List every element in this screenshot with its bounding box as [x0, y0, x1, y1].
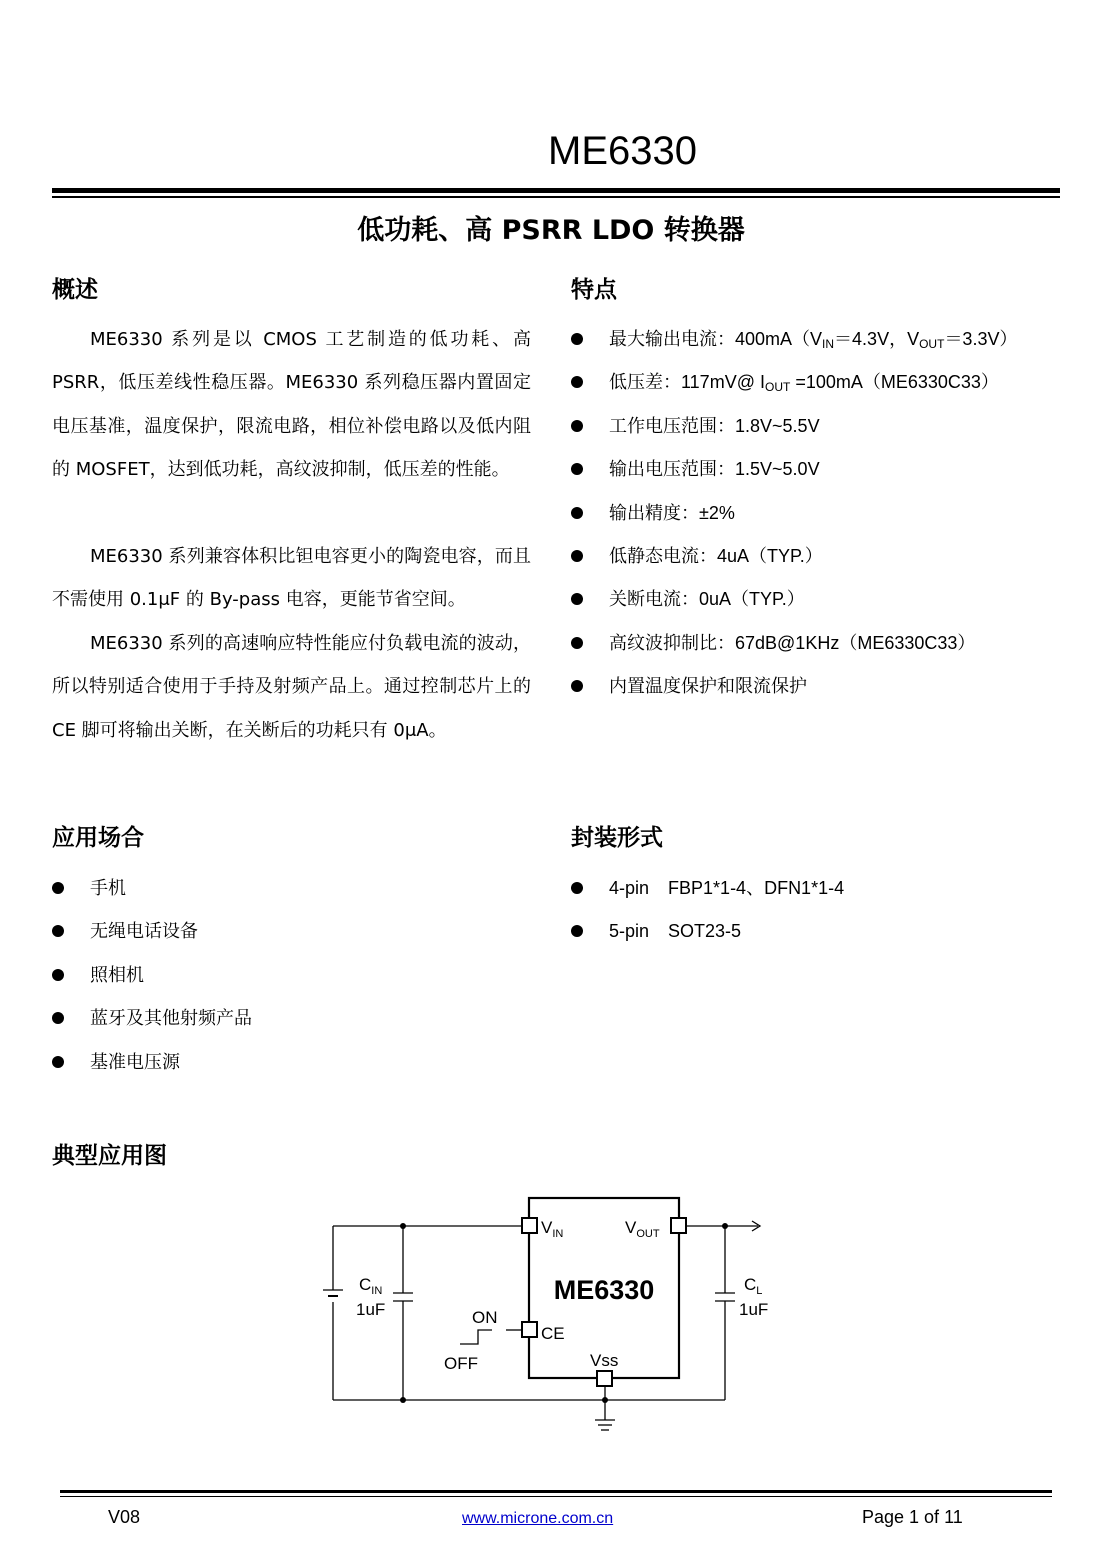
- cin-label: $C_{IN}$: [359, 1275, 383, 1297]
- overview-paragraph-2: ME6330 系列兼容体积比钽电容更小的陶瓷电容，而且不需使用 0.1μF 的 By-pass 电容，更能节省空间。: [52, 546, 531, 611]
- footer-rule-thick: [60, 1490, 1052, 1493]
- vout-label: $V_{OUT}$: [625, 1218, 660, 1240]
- feature-item: 低静态电流：4uA（TYP.）: [571, 535, 1071, 578]
- footer-rule-thin: [60, 1496, 1052, 1497]
- cl-label: $C_L$: [744, 1275, 763, 1297]
- feature-item: 最大输出电流：$400mA(V_{IN}=4.3V$，$V_{OUT}=3.3V$）: [571, 318, 1071, 361]
- application-item: 手机: [52, 867, 512, 910]
- footer-website-link[interactable]: www.microne.com.cn: [462, 1510, 614, 1527]
- ce-pin: [522, 1322, 537, 1337]
- ce-label: CE: [541, 1324, 565, 1343]
- feature-item: 输出精度：±2%: [571, 492, 1071, 535]
- feature-item: 关断电流：0uA（TYP.）: [571, 578, 1071, 621]
- junction-dot: [722, 1223, 728, 1229]
- cl-value: 1uF: [739, 1300, 769, 1319]
- vin-label: $V_{IN}$: [541, 1218, 564, 1240]
- feature-item: 高纹波抑制比：67dB@1KHz（ME6330C33）: [571, 622, 1071, 665]
- footer-page-number: Page 1 of 11: [862, 1507, 963, 1527]
- off-label: OFF: [444, 1354, 478, 1373]
- overview-paragraph-3: ME6330 系列的高速响应特性能应付负载电流的波动，所以特别适合使用于手持及射频产品上。通过控制芯片上的 CE 脚可将输出关断，在关断后的功耗只有 0μA。: [52, 633, 531, 741]
- application-item: 基准电压源: [52, 1041, 512, 1084]
- package-item: 5-pin SOT23-5: [571, 910, 1051, 953]
- junction-dot: [400, 1223, 406, 1229]
- on-label: ON: [472, 1308, 498, 1327]
- on-off-step-icon: [460, 1330, 492, 1344]
- application-item: 无绳电话设备: [52, 910, 512, 953]
- junction-dot: [602, 1397, 608, 1403]
- application-item: 蓝牙及其他射频产品: [52, 997, 512, 1040]
- overview-paragraph-1: ME6330 系列是以 CMOS 工艺制造的低功耗、高 PSRR，低压差线性稳压器。ME6330 系列稳压器内置固定电压基准，温度保护，限流电路，相位补偿电路以及低内阻的 MOSFET，达到低功耗，高纹波抑制，低压差的性能。: [52, 329, 531, 481]
- vss-label: Vss: [590, 1351, 619, 1370]
- vin-pin: [522, 1218, 537, 1233]
- features-heading: 特点: [571, 277, 617, 303]
- junction-dot: [400, 1397, 406, 1403]
- vss-pin: [597, 1371, 612, 1386]
- footer-version: V08: [108, 1507, 141, 1527]
- chip-name: ME6330: [553, 1275, 655, 1305]
- application-item: 照相机: [52, 954, 512, 997]
- feature-item: 低压差：117mV@ $I_{OUT} =100mA(ME6330C33)$: [571, 361, 1071, 404]
- document-title: ME6330: [548, 129, 697, 173]
- cin-value: 1uF: [356, 1300, 386, 1319]
- applications-heading: 应用场合: [52, 825, 144, 851]
- feature-item: 工作电压范围：1.8V~5.5V: [571, 405, 1071, 448]
- feature-item: 内置温度保护和限流保护: [571, 665, 1071, 708]
- package-item: 4-pin FBP1*1-4、DFN1*1-4: [571, 867, 1051, 910]
- vout-pin: [671, 1218, 686, 1233]
- document-subtitle: 低功耗、高 PSRR LDO 转换器: [357, 215, 745, 246]
- packages-heading: 封装形式: [571, 825, 663, 851]
- diagram-heading: 典型应用图: [52, 1143, 167, 1169]
- overview-heading: 概述: [52, 277, 98, 303]
- feature-item: 输出电压范围：1.5V~5.0V: [571, 448, 1071, 491]
